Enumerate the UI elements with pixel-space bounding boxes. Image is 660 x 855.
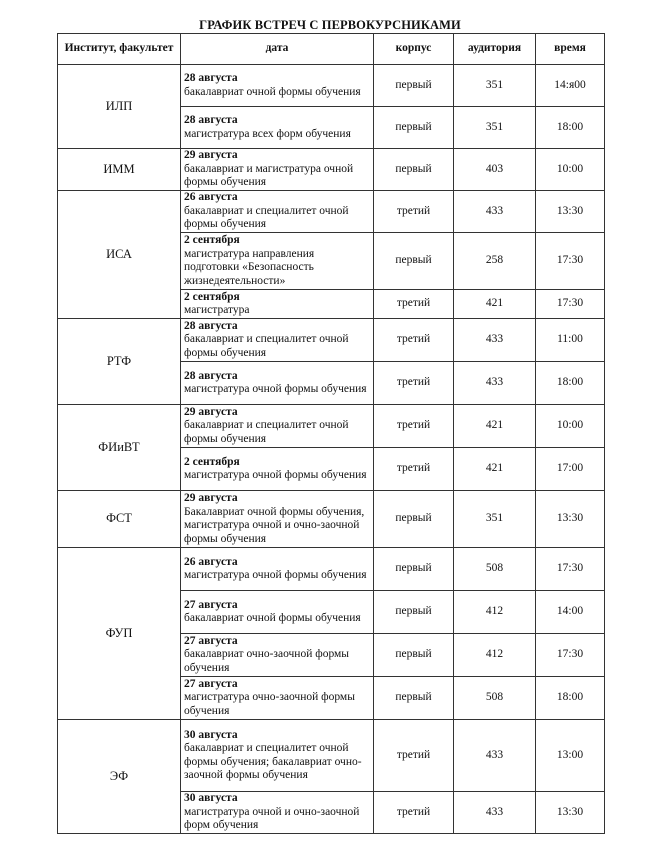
meeting-date: 28 августа — [184, 319, 238, 332]
room-cell: 433 — [454, 319, 536, 362]
institute-cell: ЭФ — [58, 720, 181, 834]
date-cell — [181, 491, 374, 548]
time-cell: 18:00 — [536, 677, 605, 720]
program-description: бакалавриат очной формы обучения — [184, 612, 361, 624]
time-cell: 13:30 — [536, 191, 605, 233]
time-cell: 11:00 — [536, 319, 605, 362]
program-description: Бакалавриат очной формы обучения, магистратура очной и очно-заочной формы обучения — [184, 505, 365, 545]
institute-cell: ИЛП — [58, 65, 181, 149]
meeting-date: 29 августа — [184, 149, 238, 162]
meeting-date: 26 августа — [184, 555, 238, 568]
program-description: бакалавриат и специалитет очной формы обучения — [184, 333, 349, 359]
room-cell: 508 — [454, 677, 536, 720]
table-row — [58, 319, 605, 362]
date-cell — [181, 362, 374, 405]
room-cell: 421 — [454, 405, 536, 448]
room-cell: 351 — [454, 491, 536, 548]
program-description: бакалавриат и специалитет очной формы обучения — [184, 204, 349, 231]
building-cell: первый — [374, 233, 454, 290]
program-description: магистратура — [184, 304, 250, 316]
table-row — [58, 149, 605, 191]
schedule-body — [58, 65, 605, 834]
room-cell: 433 — [454, 191, 536, 233]
institute-cell: ФИиВТ — [58, 405, 181, 491]
date-cell — [181, 634, 374, 677]
meeting-date: 2 сентября — [184, 290, 240, 303]
time-cell: 14:00 — [536, 591, 605, 634]
program-description: магистратура направления подготовки «Безопасность жизнедеятельности» — [184, 247, 315, 287]
header-institute: Институт, факультет — [58, 34, 181, 65]
header-room: аудитория — [454, 34, 536, 65]
building-cell: первый — [374, 107, 454, 149]
program-description: магистратура очной формы обучения — [184, 569, 367, 581]
program-description: магистратура всех форм обучения — [184, 127, 351, 140]
program-description: магистратура очной формы обучения — [184, 383, 367, 395]
meeting-date: 28 августа — [184, 72, 238, 84]
building-cell: третий — [374, 362, 454, 405]
time-cell: 13:30 — [536, 491, 605, 548]
institute-cell: РТФ — [58, 319, 181, 405]
time-cell: 17:30 — [536, 233, 605, 290]
program-description: бакалавриат и магистратура очной формы обучения — [184, 162, 354, 189]
date-cell — [181, 591, 374, 634]
date-cell — [181, 290, 374, 319]
room-cell: 351 — [454, 107, 536, 149]
building-cell: первый — [374, 634, 454, 677]
building-cell: первый — [374, 677, 454, 720]
program-description: бакалавриат очной формы обучения — [184, 85, 361, 98]
institute-cell: ФСТ — [58, 491, 181, 548]
meeting-date: 29 августа — [184, 492, 238, 504]
room-cell: 433 — [454, 792, 536, 834]
meeting-date: 28 августа — [184, 114, 238, 126]
building-cell: первый — [374, 65, 454, 107]
date-cell — [181, 405, 374, 448]
date-cell — [181, 107, 374, 149]
meeting-date: 2 сентября — [184, 234, 240, 246]
meeting-date: 2 сентября — [184, 455, 240, 468]
table-row — [58, 191, 605, 233]
institute-cell: ИММ — [58, 149, 181, 191]
building-cell: третий — [374, 290, 454, 319]
date-cell — [181, 319, 374, 362]
time-cell: 18:00 — [536, 362, 605, 405]
header-building: корпус — [374, 34, 454, 65]
page-title: ГРАФИК ВСТРЕЧ С ПЕРВОКУРСНИКАМИ — [199, 18, 461, 32]
room-cell: 351 — [454, 65, 536, 107]
table-row — [58, 491, 605, 548]
date-cell — [181, 149, 374, 191]
room-cell: 433 — [454, 362, 536, 405]
meeting-date: 30 августа — [184, 728, 238, 741]
date-cell — [181, 65, 374, 107]
date-cell — [181, 191, 374, 233]
time-cell: 13:30 — [536, 792, 605, 834]
time-cell: 10:00 — [536, 405, 605, 448]
meeting-date: 27 августа — [184, 677, 238, 690]
program-description: бакалавриат очно-заочной формы обучения — [184, 648, 350, 674]
building-cell: первый — [374, 548, 454, 591]
room-cell: 412 — [454, 591, 536, 634]
program-description: бакалавриат и специалитет очной формы обучения; бакалавриат очно-заочной формы обучения — [184, 742, 362, 781]
meeting-date: 27 августа — [184, 598, 238, 611]
building-cell: первый — [374, 591, 454, 634]
time-cell: 17:30 — [536, 634, 605, 677]
meeting-date: 29 августа — [184, 405, 238, 418]
date-cell — [181, 548, 374, 591]
program-description: магистратура очной формы обучения — [184, 469, 367, 481]
room-cell: 421 — [454, 448, 536, 491]
meeting-date: 27 августа — [184, 634, 238, 647]
room-cell: 412 — [454, 634, 536, 677]
date-cell — [181, 720, 374, 792]
header-time: время — [536, 34, 605, 65]
meeting-date: 28 августа — [184, 369, 238, 382]
time-cell: 17:30 — [536, 548, 605, 591]
meeting-date: 30 августа — [184, 792, 238, 805]
institute-cell: ФУП — [58, 548, 181, 720]
building-cell: третий — [374, 448, 454, 491]
room-cell: 433 — [454, 720, 536, 792]
building-cell: третий — [374, 792, 454, 834]
building-cell: третий — [374, 319, 454, 362]
date-cell — [181, 792, 374, 834]
program-description: магистратура очной и очно-заочной форм обучения — [184, 805, 360, 832]
schedule-table — [57, 33, 605, 834]
building-cell: первый — [374, 149, 454, 191]
program-description: магистратура очно-заочной формы обучения — [184, 691, 355, 717]
room-cell: 258 — [454, 233, 536, 290]
building-cell: третий — [374, 405, 454, 448]
header-date: дата — [181, 34, 374, 65]
room-cell: 421 — [454, 290, 536, 319]
header-row — [58, 34, 605, 65]
time-cell: 13:00 — [536, 720, 605, 792]
time-cell: 10:00 — [536, 149, 605, 191]
date-cell — [181, 233, 374, 290]
room-cell: 508 — [454, 548, 536, 591]
building-cell: первый — [374, 491, 454, 548]
meeting-date: 26 августа — [184, 191, 238, 204]
table-row — [58, 65, 605, 107]
institute-cell: ИСА — [58, 191, 181, 319]
table-row — [58, 548, 605, 591]
program-description: бакалавриат и специалитет очной формы обучения — [184, 419, 349, 445]
table-row — [58, 405, 605, 448]
building-cell: третий — [374, 191, 454, 233]
room-cell: 403 — [454, 149, 536, 191]
time-cell: 14:я00 — [536, 65, 605, 107]
time-cell: 17:30 — [536, 290, 605, 319]
date-cell — [181, 448, 374, 491]
time-cell: 17:00 — [536, 448, 605, 491]
building-cell: третий — [374, 720, 454, 792]
date-cell — [181, 677, 374, 720]
time-cell: 18:00 — [536, 107, 605, 149]
table-row — [58, 720, 605, 792]
